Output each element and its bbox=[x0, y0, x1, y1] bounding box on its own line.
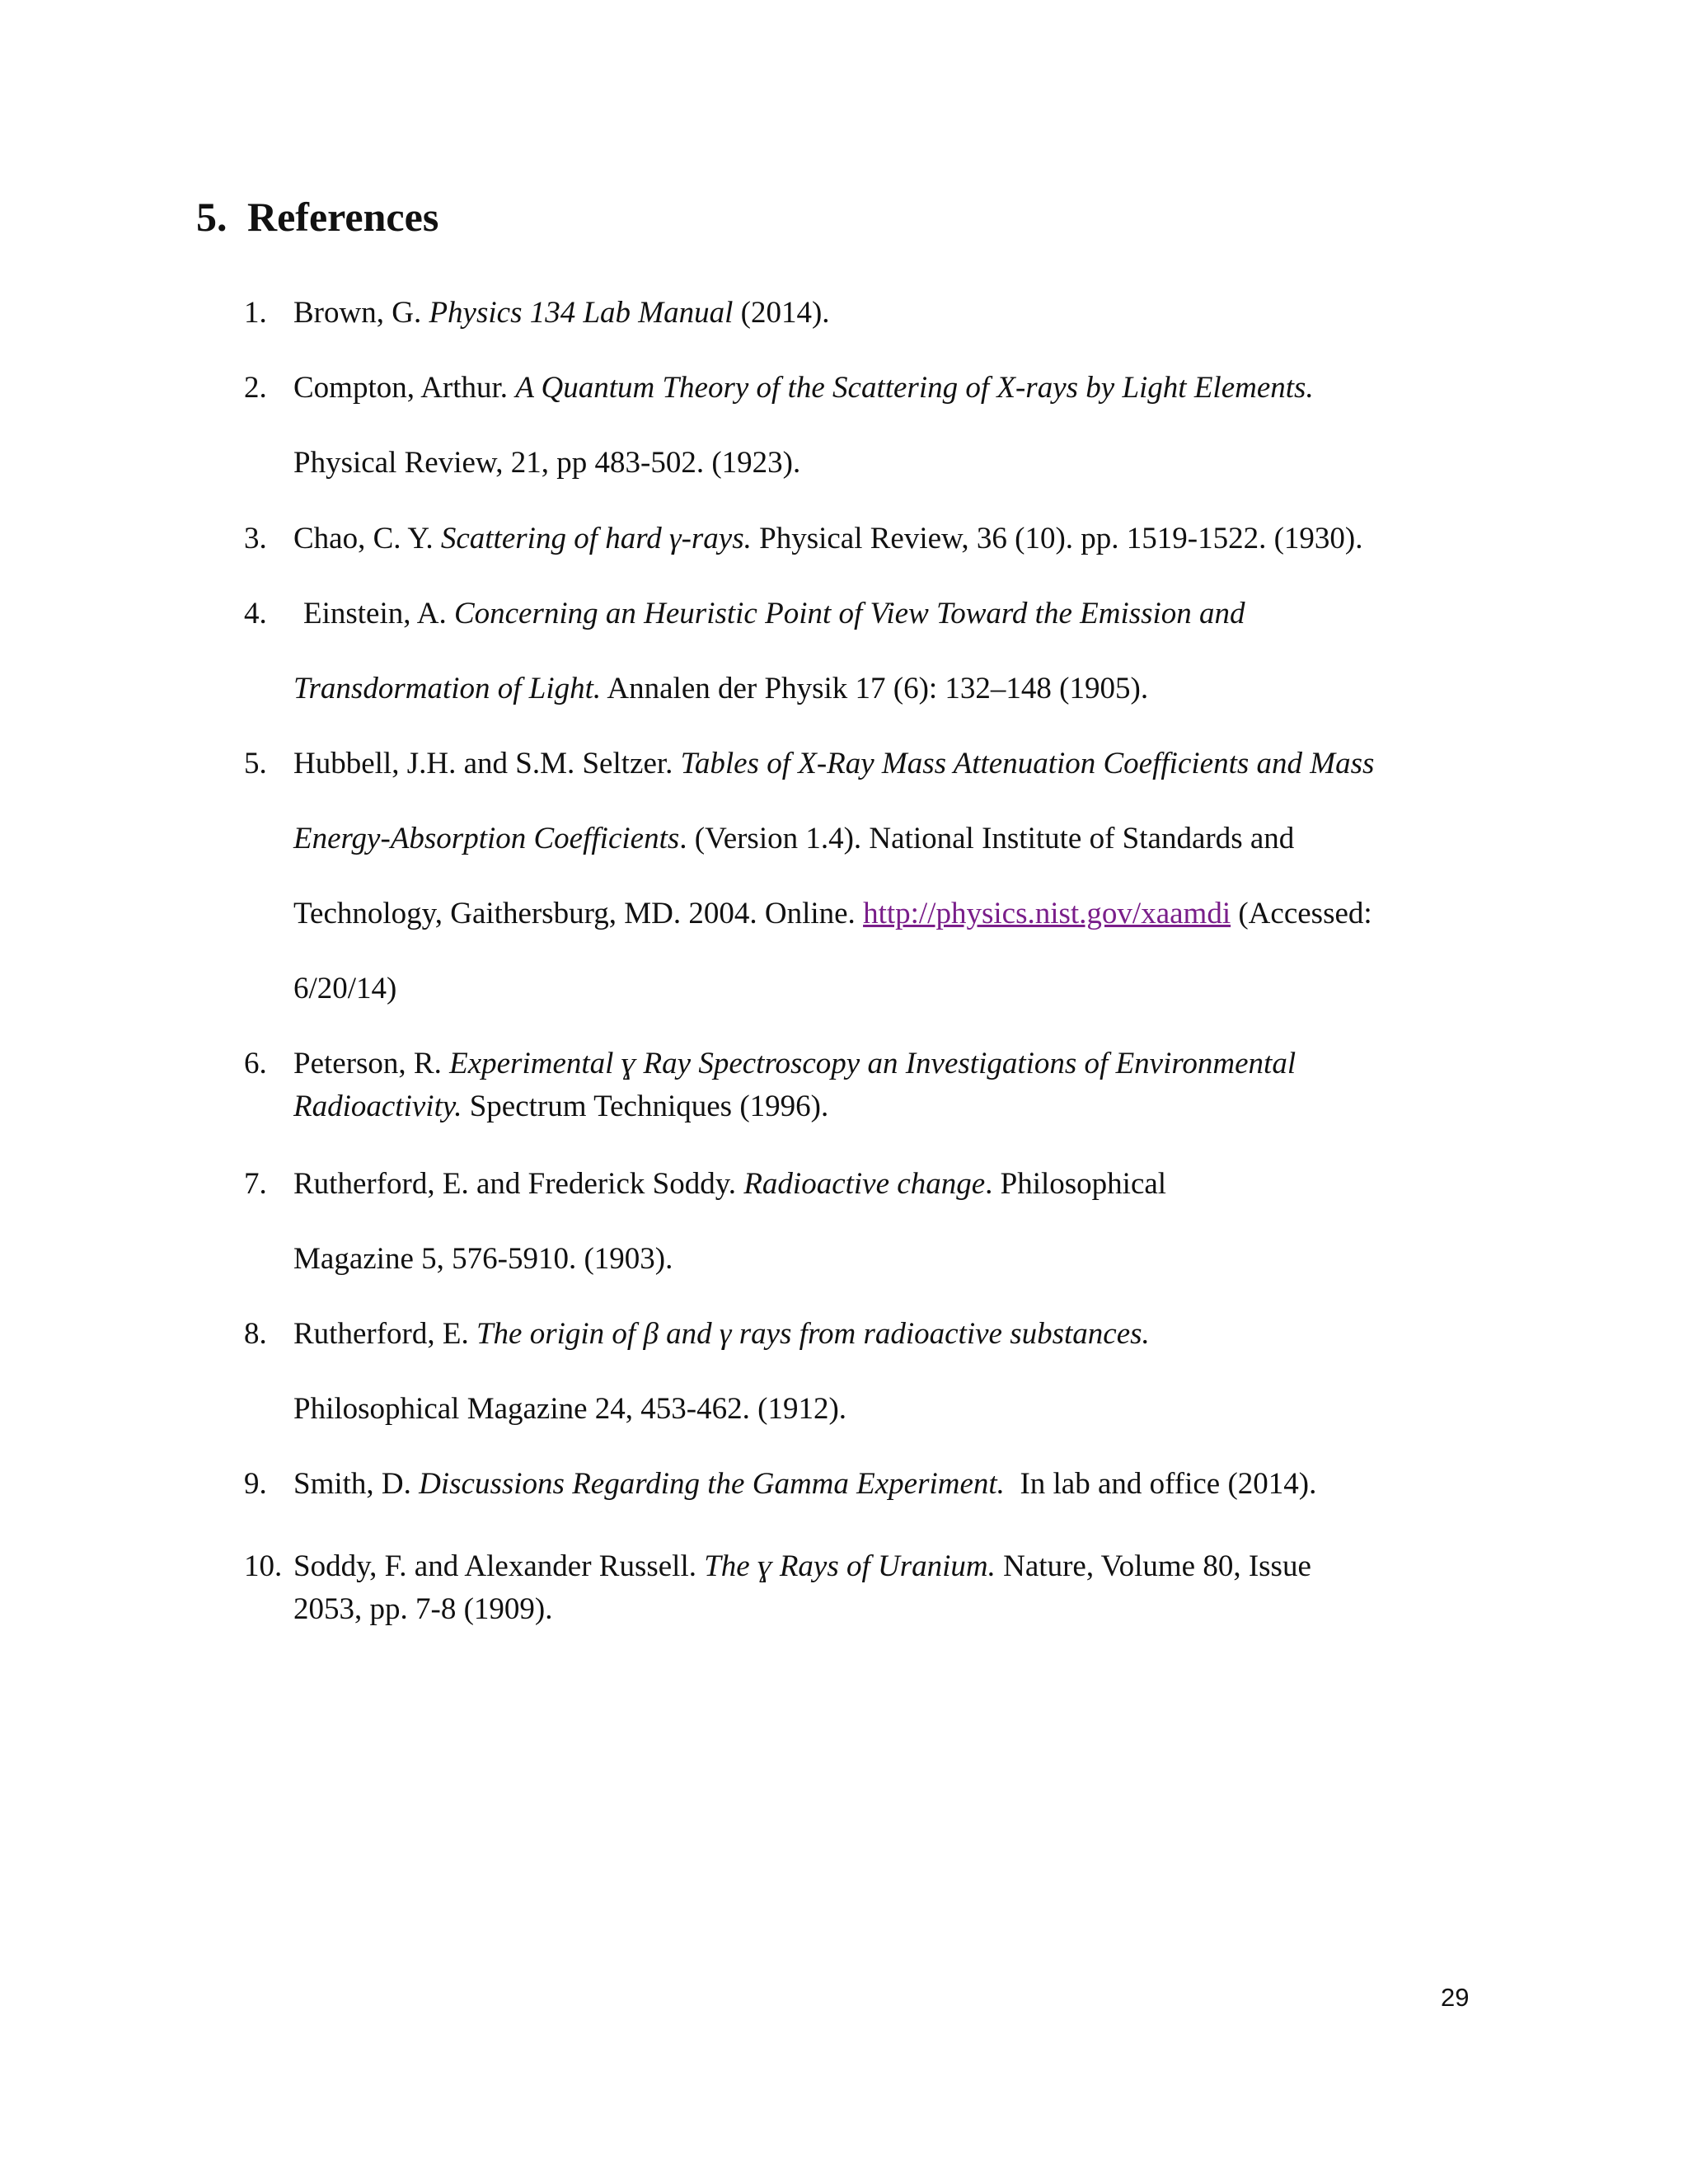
reference-tail: . (Version 1.4). National Institute of Standards and bbox=[679, 822, 1295, 855]
reference-title: Experimental ɣ Ray Spectroscopy an Investigations of Environmental bbox=[449, 1047, 1296, 1080]
reference-tail: Physical Review, 36 (10). pp. 1519-1522. (1930). bbox=[759, 522, 1363, 555]
reference-line bbox=[293, 298, 830, 328]
reference-line: Philosophical Magazine 24, 453-462. (1912). bbox=[293, 1392, 847, 1426]
reference-title: Physics 134 Lab Manual bbox=[429, 296, 734, 330]
reference-author: Einstein, A. bbox=[303, 597, 447, 630]
reference-tail: Annalen der Physik 17 (6): 132–148 (1905). bbox=[607, 672, 1149, 705]
reference-title: Discussions Regarding the Gamma Experiment. bbox=[419, 1467, 1005, 1501]
reference-tail: Technology, Gaithersburg, MD. 2004. Online. bbox=[293, 897, 856, 930]
reference-number: 6. bbox=[244, 1047, 267, 1080]
reference-title: The origin of β and γ rays from radioactive substances. bbox=[476, 1317, 1150, 1351]
reference-line bbox=[293, 373, 1314, 403]
reference-tail: Nature, Volume 80, Issue bbox=[1003, 1549, 1311, 1583]
reference-line bbox=[293, 1319, 1150, 1349]
reference-author: Compton, Arthur. bbox=[293, 371, 509, 405]
reference-number: 5. bbox=[244, 747, 267, 780]
reference-title: Tables of X-Ray Mass Attenuation Coefficients and Mass bbox=[680, 747, 1375, 780]
reference-line bbox=[293, 673, 1148, 704]
reference-line bbox=[293, 1091, 828, 1122]
reference-line bbox=[293, 1469, 1316, 1499]
reference-author: Brown, G. bbox=[293, 296, 422, 330]
reference-line bbox=[293, 898, 1372, 929]
reference-author: Rutherford, E. bbox=[293, 1317, 469, 1351]
reference-title: Transdormation of Light. bbox=[293, 672, 602, 705]
reference-line bbox=[303, 598, 1245, 629]
reference-line bbox=[293, 823, 1294, 854]
reference-number: 8. bbox=[244, 1317, 267, 1351]
reference-title: The ɣ Rays of Uranium. bbox=[704, 1549, 996, 1583]
reference-link[interactable]: http://physics.nist.gov/xaamdi bbox=[863, 897, 1231, 930]
reference-number: 3. bbox=[244, 522, 267, 555]
reference-title: Scattering of hard γ-rays. bbox=[440, 522, 752, 555]
reference-author: Peterson, R. bbox=[293, 1047, 442, 1080]
reference-tail: Spectrum Techniques (1996). bbox=[469, 1090, 829, 1123]
section-title: References bbox=[247, 194, 439, 240]
reference-line: 2053, pp. 7-8 (1909). bbox=[293, 1592, 553, 1626]
reference-number: 9. bbox=[244, 1467, 267, 1501]
reference-title: Radioactive change bbox=[743, 1167, 986, 1201]
page-number: 29 bbox=[1441, 1983, 1470, 2012]
section-heading bbox=[196, 194, 439, 240]
reference-tail: (Accessed: bbox=[1238, 897, 1372, 930]
reference-line bbox=[293, 1048, 1296, 1079]
reference-number: 2. bbox=[244, 371, 267, 405]
reference-tail: (2014). bbox=[740, 296, 830, 330]
reference-tail: In lab and office (2014). bbox=[1020, 1467, 1317, 1501]
section-number: 5. bbox=[196, 194, 227, 240]
reference-title: Radioactivity. bbox=[293, 1090, 462, 1123]
reference-number: 1. bbox=[244, 296, 267, 330]
reference-title: Concerning an Heuristic Point of View Toward the Emission and bbox=[453, 597, 1245, 630]
reference-line: Physical Review, 21, pp 483-502. (1923). bbox=[293, 446, 801, 480]
reference-author: Hubbell, J.H. and S.M. Seltzer. bbox=[293, 747, 673, 780]
reference-title: A Quantum Theory of the Scattering of X-rays by Light Elements. bbox=[515, 371, 1314, 405]
reference-line: 6/20/14) bbox=[293, 972, 397, 1005]
reference-title: Energy-Absorption Coefficients bbox=[293, 822, 680, 855]
reference-number: 4. bbox=[244, 597, 267, 630]
reference-author: Rutherford, E. and Frederick Soddy. bbox=[293, 1167, 737, 1201]
reference-tail: . Philosophical bbox=[985, 1167, 1167, 1201]
reference-line bbox=[293, 1551, 1311, 1582]
reference-author: Smith, D. bbox=[293, 1467, 411, 1501]
reference-author: Chao, C. Y. bbox=[293, 522, 434, 555]
reference-line: Magazine 5, 576-5910. (1903). bbox=[293, 1242, 673, 1276]
reference-line bbox=[293, 523, 1362, 554]
reference-author: Soddy, F. and Alexander Russell. bbox=[293, 1549, 696, 1583]
reference-line bbox=[293, 1169, 1166, 1199]
reference-line bbox=[293, 748, 1374, 779]
reference-number: 7. bbox=[244, 1167, 267, 1201]
reference-number: 10. bbox=[244, 1549, 283, 1583]
